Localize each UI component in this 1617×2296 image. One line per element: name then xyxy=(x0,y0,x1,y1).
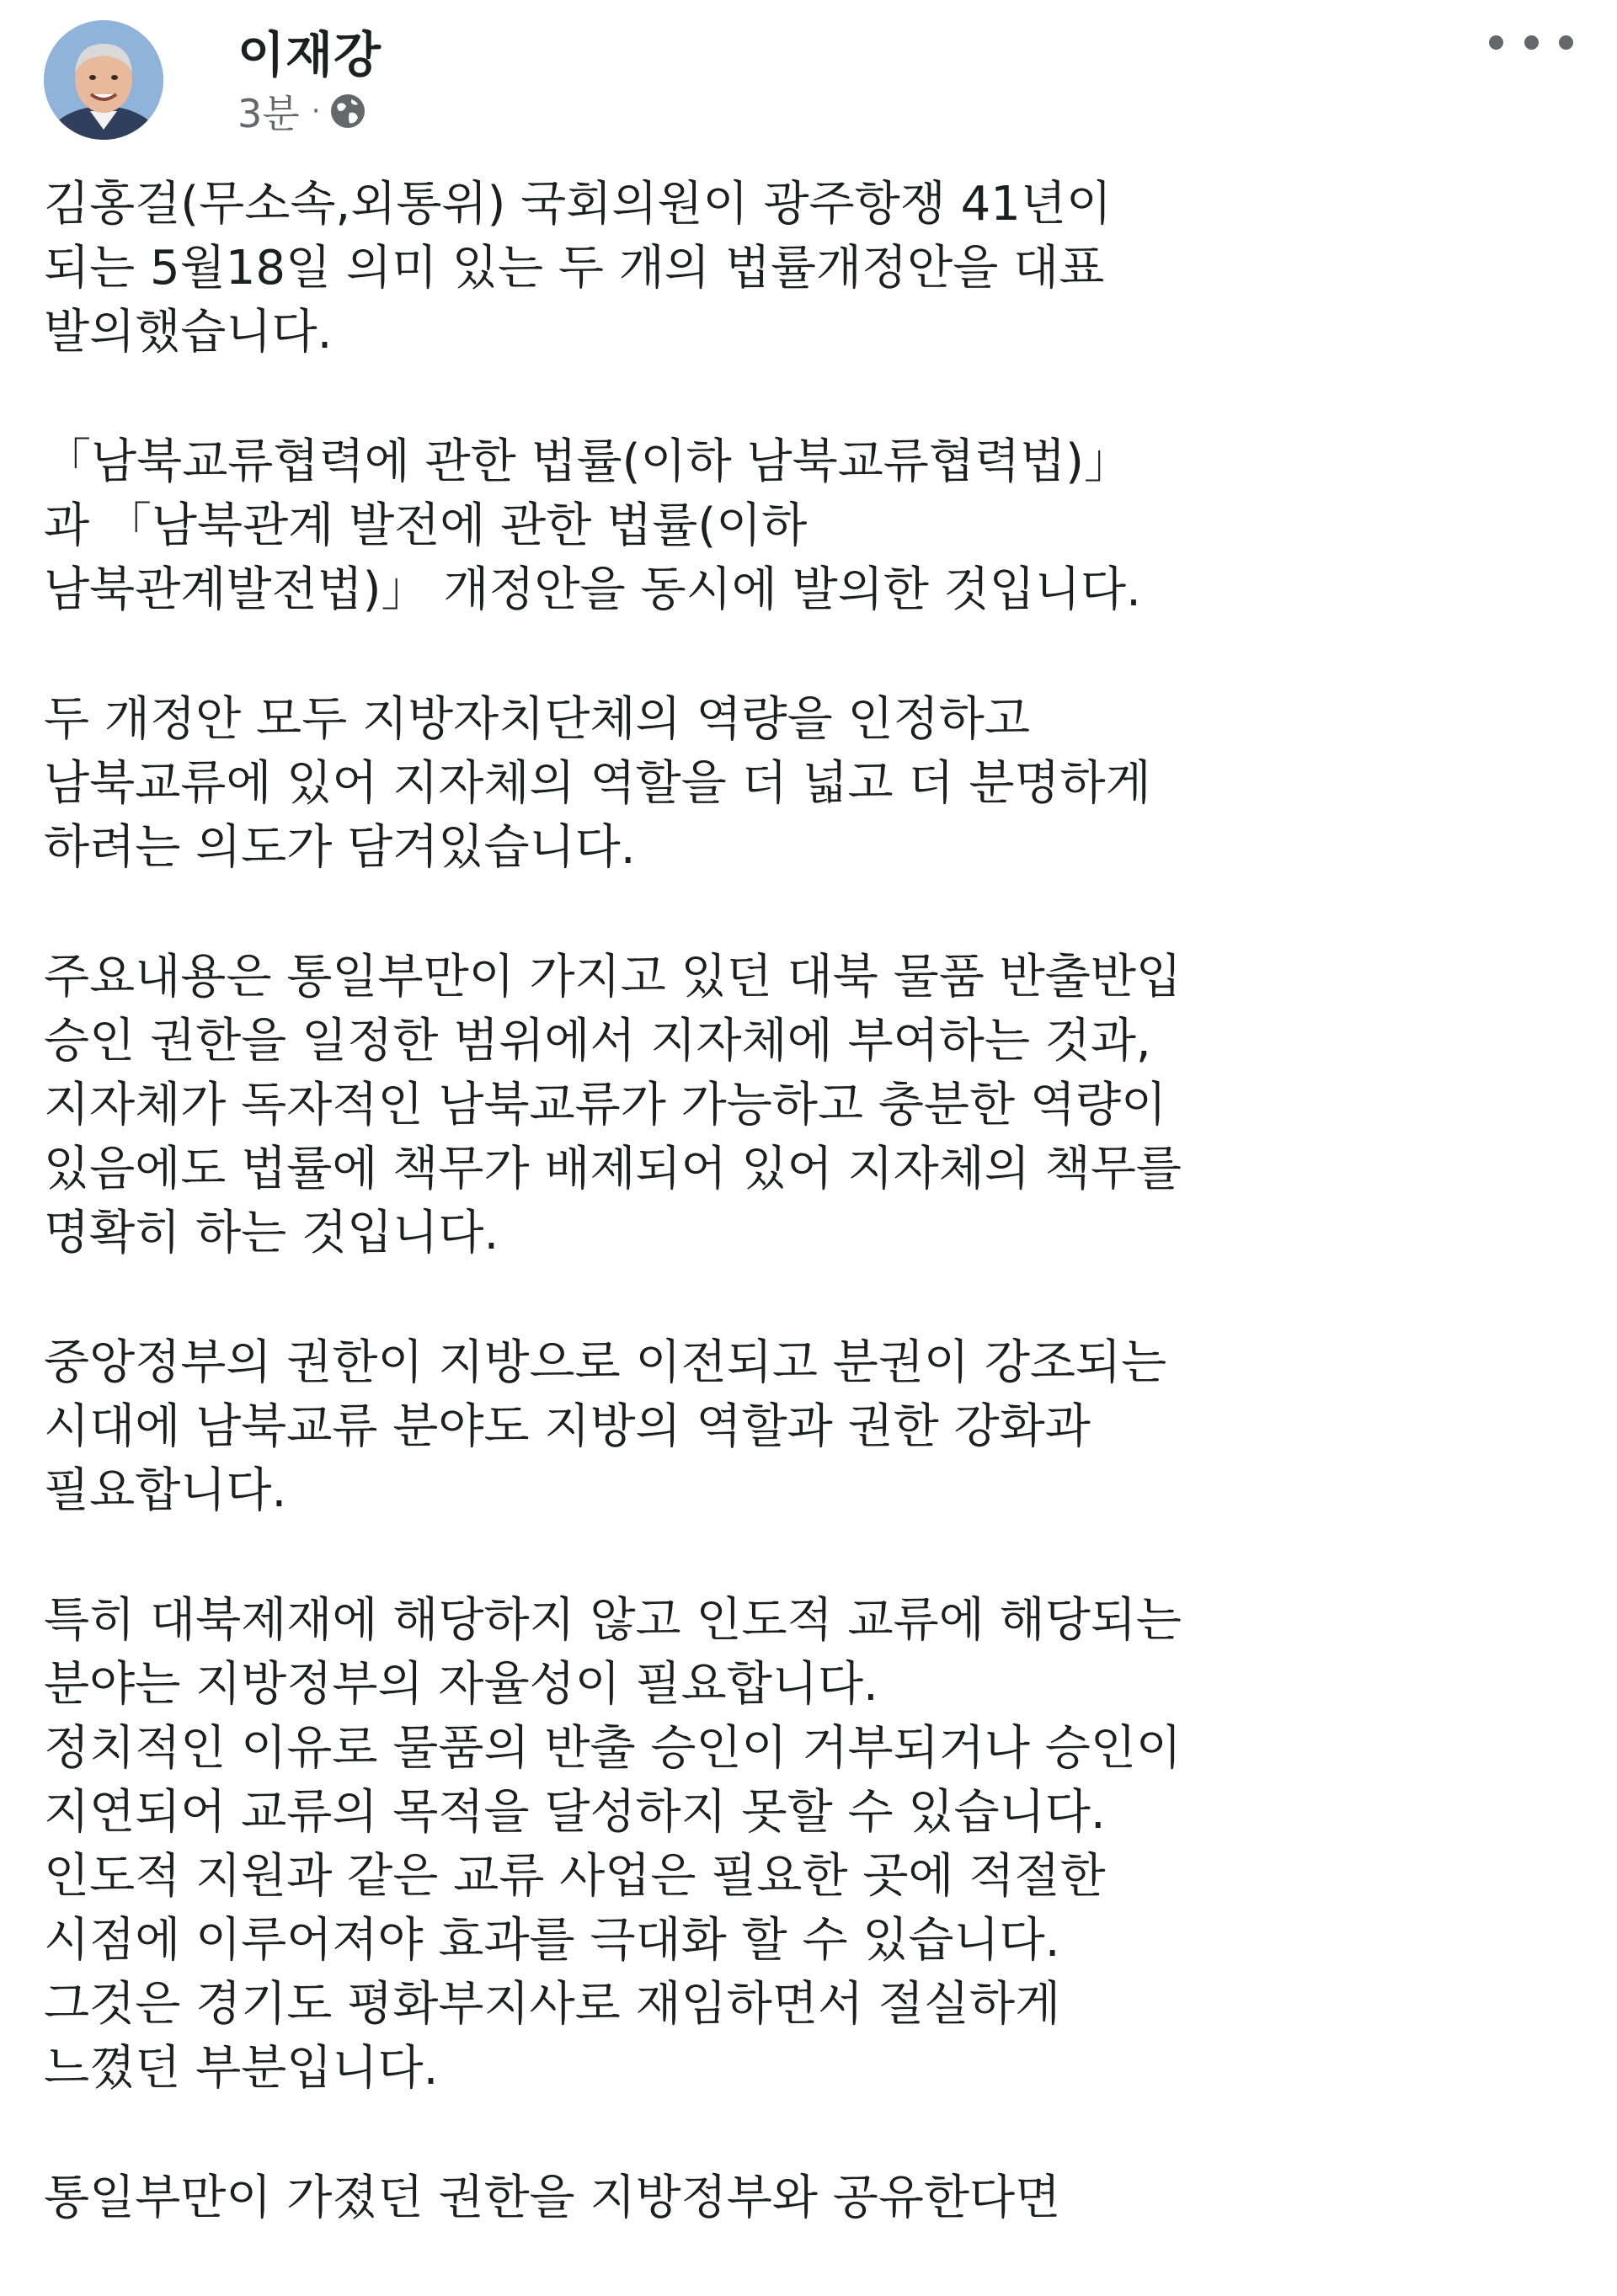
post-text-line: 되는 5월18일 의미 있는 두 개의 법률개정안을 대표 xyxy=(44,241,1105,296)
more-dot xyxy=(1524,35,1539,50)
post-text-line: 통일부만이 가졌던 권한을 지방정부와 공유한다면 xyxy=(44,2171,1061,2225)
post-text-line: 「남북교류협력에 관한 법률(이하 남북교류협력법)」 xyxy=(44,434,1132,489)
post-text-line: 중앙정부의 권한이 지방으로 이전되고 분권이 강조되는 xyxy=(44,1335,1167,1390)
post-text-line: 남북교류에 있어 지자체의 역할을 더 넓고 더 분명하게 xyxy=(44,756,1151,811)
post-text-line: 정치적인 이유로 물품의 반출 승인이 거부되거나 승인이 xyxy=(44,1721,1182,1776)
post-paragraph xyxy=(44,1589,1593,2101)
more-dot xyxy=(1489,35,1503,50)
post-text-line: 두 개정안 모두 지방자치단체의 역량을 인정하고 xyxy=(44,692,1030,747)
post-text-line: 과 「남북관계 발전에 관한 법률(이하 xyxy=(44,498,808,553)
post-paragraph xyxy=(44,688,1593,880)
more-options-icon[interactable] xyxy=(1489,25,1573,59)
post-text-line: 느꼈던 부분입니다. xyxy=(44,2041,439,2096)
post-text-line: 지자체가 독자적인 남북교류가 가능하고 충분한 역량이 xyxy=(44,1078,1167,1132)
post-meta xyxy=(237,86,366,136)
post-paragraph xyxy=(44,430,1593,622)
post-text-line: 발의했습니다. xyxy=(44,305,333,360)
post-paragraph xyxy=(44,1331,1593,1523)
post-text-line: 주요내용은 통일부만이 가지고 있던 대북 물품 반출반입 xyxy=(44,950,1182,1004)
post-paragraph xyxy=(44,2166,1593,2230)
author-avatar[interactable] xyxy=(44,20,163,140)
post-text-line: 특히 대북제재에 해당하지 않고 인도적 교류에 해당되는 xyxy=(44,1593,1182,1648)
post-text-line: 인도적 지원과 같은 교류 사업은 필요한 곳에 적절한 xyxy=(44,1849,1106,1904)
post-text-line: 남북관계발전법)」 개정안을 동시에 발의한 것입니다. xyxy=(44,562,1141,617)
post-text-line: 시점에 이루어져야 효과를 극대화 할 수 있습니다. xyxy=(44,1913,1060,1968)
post-text-line: 명확히 하는 것입니다. xyxy=(44,1206,499,1260)
post-text-line: 시대에 남북교류 분야도 지방의 역할과 권한 강화과 xyxy=(44,1399,1091,1454)
post-paragraph xyxy=(44,173,1593,365)
post-text-line: 승인 권한을 일정한 범위에서 지자체에 부여하는 것과, xyxy=(44,1014,1151,1068)
post-paragraph xyxy=(44,946,1593,1265)
meta-separator: · xyxy=(311,94,321,128)
post-body xyxy=(44,173,1593,2296)
post-header xyxy=(0,0,1617,152)
more-dot xyxy=(1559,35,1573,50)
post-text-line: 하려는 의도가 담겨있습니다. xyxy=(44,820,636,875)
globe-icon xyxy=(329,93,366,130)
avatar-image xyxy=(44,20,163,140)
post-time[interactable]: 3분 xyxy=(237,91,300,136)
post-text-line: 있음에도 법률에 책무가 배제되어 있어 지자체의 책무를 xyxy=(44,1142,1182,1196)
post-text-line: 김홍걸(무소속,외통위) 국회의원이 광주항쟁 41년이 xyxy=(44,177,1113,232)
author-name[interactable]: 이재강 xyxy=(237,26,382,83)
post-text-line: 필요합니다. xyxy=(44,1463,287,1518)
post-text-line: 지연되어 교류의 목적을 달성하지 못할 수 있습니다. xyxy=(44,1785,1106,1840)
post-text-line: 분야는 지방정부의 자율성이 필요합니다. xyxy=(44,1657,878,1712)
post-text-line: 그것은 경기도 평화부지사로 재임하면서 절실하게 xyxy=(44,1977,1061,2032)
